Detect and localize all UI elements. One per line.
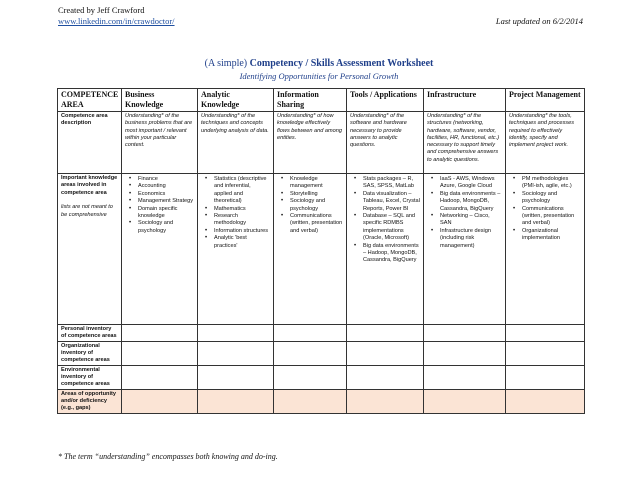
table-cell: Understanding* of the software and hardware necessary to provide answers to analytic questions.	[347, 112, 424, 174]
list-item: • Mathematics	[214, 206, 270, 213]
list-item: • Sociology and psychology	[522, 191, 581, 206]
title-prefix: (A simple)	[204, 58, 250, 69]
table-header-row	[58, 89, 585, 112]
table-cell: Understanding* the tools, techniques and processes required to effectively identify, specify and implement project work.	[506, 112, 585, 174]
table-cell: Understanding* of the business problems that are most important / relevant within your particular context.	[122, 112, 198, 174]
table-cell[interactable]	[274, 325, 347, 342]
list-item: • Information structures	[214, 228, 270, 235]
organizational-inventory-row	[58, 342, 585, 366]
organizational-inventory-label: Organizational inventory of competence areas	[58, 342, 122, 366]
table-cell[interactable]	[424, 390, 506, 414]
table-cell	[424, 174, 506, 325]
list-item: • Knowledge management	[290, 176, 343, 191]
list-item: • Finance	[138, 176, 194, 183]
opportunity-gaps-label: Areas of opportunity and/or deficiency (e.g., gaps)	[58, 390, 122, 414]
table-cell[interactable]	[506, 342, 585, 366]
author-credit: Created by Jeff Crawford	[58, 5, 145, 15]
header-analytic-knowledge: Analytic Knowledge	[198, 89, 274, 112]
row-label-text: Important knowledge areas involved in competence area	[61, 175, 118, 196]
row-label-note: lists are not meant to be comprehensive	[61, 204, 113, 218]
linkedin-link[interactable]: www.linkedin.com/in/crawdoctor/	[58, 15, 175, 26]
table-cell[interactable]	[122, 342, 198, 366]
list-item: • Organizational implementation	[522, 228, 581, 243]
list-item: • Sociology and psychology	[290, 198, 343, 213]
knowledge-areas-row	[58, 174, 585, 325]
table-cell[interactable]	[506, 390, 585, 414]
list-item: • Big data environments – Hadoop, MongoDB, Cassandra, BigQuery	[440, 191, 502, 213]
table-cell[interactable]	[347, 325, 424, 342]
list-item: • Domain specific knowledge	[138, 206, 194, 221]
bullet-list	[509, 176, 581, 243]
list-item: • Management Strategy	[138, 198, 194, 205]
bullet-list	[427, 176, 502, 250]
table-cell[interactable]	[122, 366, 198, 390]
table-cell	[274, 174, 347, 325]
description-row-label: Competence area description	[58, 112, 122, 174]
table-cell[interactable]	[274, 342, 347, 366]
header-competence-area: COMPETENCE AREA	[58, 89, 122, 112]
bullet-list	[277, 176, 343, 235]
list-item: • Analytic 'best practices'	[214, 235, 270, 250]
list-item: • Infrastructure design (including risk management)	[440, 228, 502, 250]
table-cell[interactable]	[274, 390, 347, 414]
list-item: • Sociology and psychology	[138, 220, 194, 235]
list-item: • Communications (written, presentation and verbal)	[522, 206, 581, 228]
table-cell: Understanding* of how knowledge effectively flows between and among entities.	[274, 112, 347, 174]
table-cell	[347, 174, 424, 325]
table-cell: Understanding* of the techniques and concepts underlying analysis of data.	[198, 112, 274, 174]
environmental-inventory-row	[58, 366, 585, 390]
personal-inventory-label: Personal inventory of competence areas	[58, 325, 122, 342]
table-cell[interactable]	[122, 390, 198, 414]
table-cell[interactable]	[347, 390, 424, 414]
list-item: • Accounting	[138, 183, 194, 190]
list-item: • Research methodology	[214, 213, 270, 228]
worksheet-subtitle: Identifying Opportunities for Personal Growth	[239, 71, 399, 81]
bullet-list	[125, 176, 194, 235]
table-cell[interactable]	[198, 325, 274, 342]
competency-table	[57, 88, 585, 414]
table-cell[interactable]	[198, 366, 274, 390]
header-left	[58, 5, 175, 26]
table-cell[interactable]	[506, 366, 585, 390]
list-item: • Stats packages – R, SAS, SPSS, MatLab	[363, 176, 420, 191]
list-item: • Storytelling	[290, 191, 343, 198]
list-item: • PM methodologies (PMI-ish, agile, etc.)	[522, 176, 581, 191]
header-tools-applications: Tools / Applications	[347, 89, 424, 112]
description-row	[58, 112, 585, 174]
bullet-list	[350, 176, 420, 265]
table-cell[interactable]	[198, 390, 274, 414]
header-project-management: Project Management	[506, 89, 585, 112]
header-business-knowledge: Business Knowledge	[122, 89, 198, 112]
list-item: • Big data environments – Hadoop, MongoDB, Cassandra, BigQuery	[363, 243, 420, 265]
table-cell	[506, 174, 585, 325]
environmental-inventory-label: Environmental inventory of competence areas	[58, 366, 122, 390]
table-cell[interactable]	[347, 366, 424, 390]
header-infrastructure: Infrastructure	[424, 89, 506, 112]
footnote: * The term “understanding” encompasses both knowing and do-ing.	[58, 452, 278, 461]
knowledge-areas-row-label	[58, 174, 122, 325]
title-main: Competency / Skills Assessment Worksheet	[249, 58, 434, 69]
table-cell[interactable]	[506, 325, 585, 342]
table-cell[interactable]	[274, 366, 347, 390]
list-item: • Data visualization – Tableau, Excel, Crystal Reports, Power BI	[363, 191, 420, 213]
table-cell[interactable]	[198, 342, 274, 366]
list-item: • Database – SQL and specific RDMBS implementations (Oracle, Microsoft)	[363, 213, 420, 243]
table-cell[interactable]	[424, 325, 506, 342]
table-cell[interactable]	[424, 342, 506, 366]
worksheet-title	[0, 58, 638, 69]
table-cell[interactable]	[424, 366, 506, 390]
list-item: • Communications (written, presentation and verbal)	[290, 213, 343, 235]
list-item: • Economics	[138, 191, 194, 198]
table-cell[interactable]	[347, 342, 424, 366]
opportunity-gaps-row	[58, 390, 585, 414]
list-item: • IaaS - AWS, Windows Azure, Google Cloud	[440, 176, 502, 191]
header-information-sharing: Information Sharing	[274, 89, 347, 112]
table-cell	[122, 174, 198, 325]
table-cell: Understanding* of the structures (networking, hardware, software, vendor, facilities, HR, functional, etc.) necessary to support timely and comprehensive answers to analytic questions.	[424, 112, 506, 174]
personal-inventory-row	[58, 325, 585, 342]
table-cell	[198, 174, 274, 325]
list-item: • Networking – Cisco, SAN	[440, 213, 502, 228]
last-updated: Last updated on 6/2/2014	[495, 15, 583, 26]
table-cell[interactable]	[122, 325, 198, 342]
bullet-list	[201, 176, 270, 250]
list-item: • Statistics (descriptive and inferential, applied and theoretical)	[214, 176, 270, 206]
